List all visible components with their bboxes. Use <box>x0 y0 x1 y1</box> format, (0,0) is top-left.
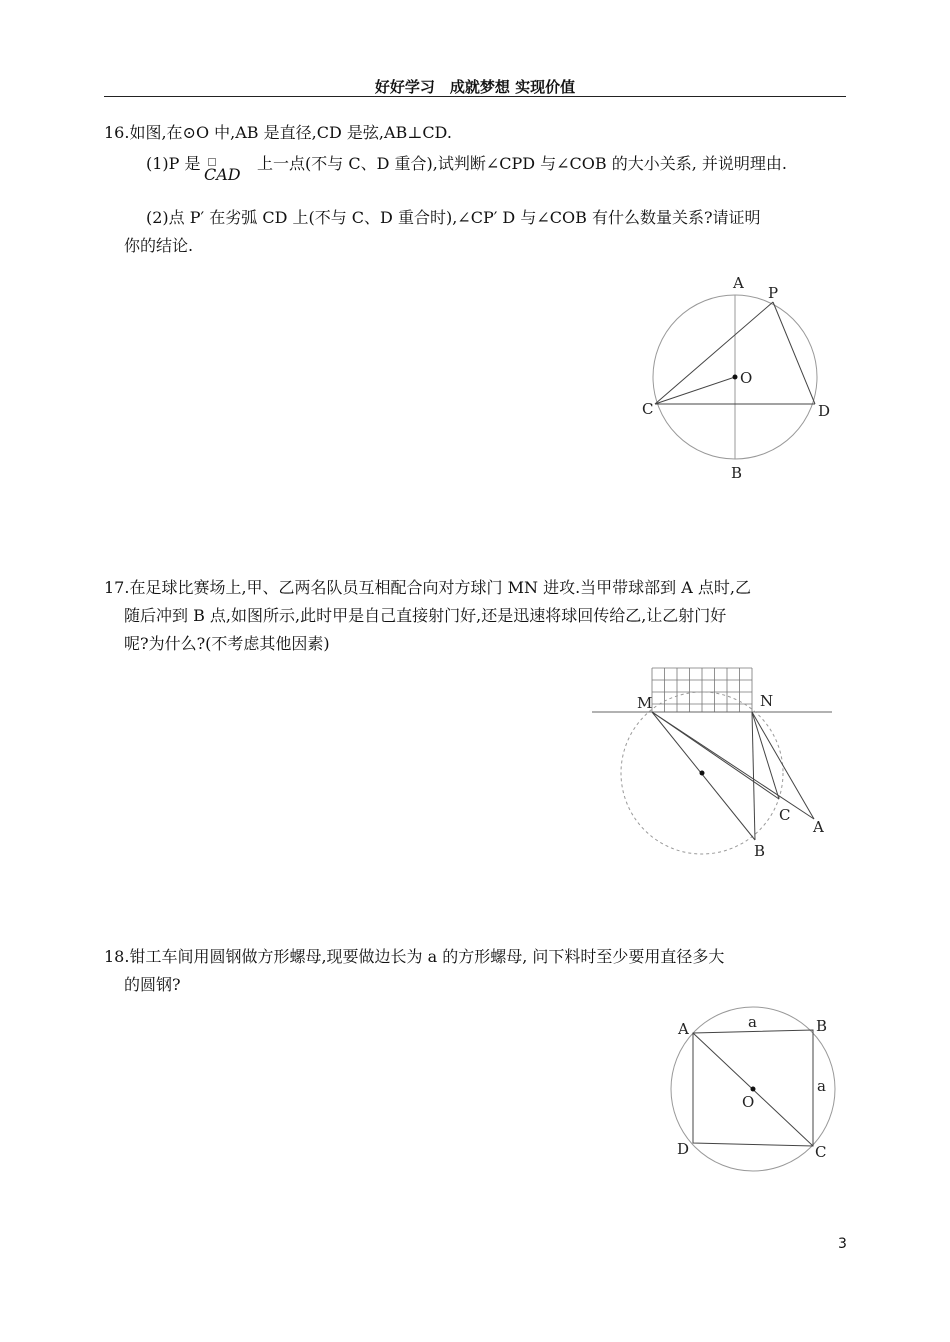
q16-label-d: D <box>818 402 831 420</box>
q16-center-dot <box>733 375 738 380</box>
q16-segment-co <box>655 377 735 404</box>
q16-part1-prefix: (1)P 是 <box>146 154 201 173</box>
q18-label-c: C <box>815 1143 827 1161</box>
q16-stem: 16.如图,在⊙O 中,AB 是直径,CD 是弦,AB⊥CD. <box>104 123 452 142</box>
q17-center-dot <box>700 771 705 776</box>
q16-part2-line1: (2)点 P′ 在劣弧 CD 上(不与 C、D 重合时),∠CP′ D 与∠COB 有什么数量关系?请证明 <box>146 208 761 227</box>
header-rule <box>104 96 846 97</box>
q16-figure <box>630 268 850 488</box>
q17-label-b: B <box>754 842 766 860</box>
q17-label-m: M <box>637 694 653 712</box>
q17-goal-net <box>652 668 752 712</box>
q17-line3: 呢?为什么?(不考虑其他因素) <box>124 634 330 653</box>
q17-segment-nb <box>752 712 755 840</box>
q16-segment-pd <box>773 302 815 404</box>
page-header: 好好学习 成就梦想 实现价值 <box>374 78 576 96</box>
q16-part2-line2: 你的结论. <box>124 236 194 255</box>
q17-segment-na <box>752 712 814 819</box>
q17-figure <box>590 662 840 867</box>
q17-label-c: C <box>779 806 791 824</box>
q18-label-d: D <box>677 1140 690 1158</box>
q16-arc-label: CAD <box>204 165 241 184</box>
page-number: 3 <box>838 1236 847 1252</box>
q17-line2: 随后冲到 B 点,如图所示,此时甲是自己直接射门好,还是迅速将球回传给乙,让乙射门好 <box>124 606 727 625</box>
q16-label-a: A <box>733 274 744 292</box>
q18-label-top-a: a <box>748 1013 757 1031</box>
q17-line1: 17.在足球比赛场上,甲、乙两名队员互相配合向对方球门 MN 进攻.当甲带球部到 A 点时,乙 <box>104 578 751 597</box>
q18-label-a: A <box>678 1020 689 1038</box>
q16-label-p: P <box>768 284 779 302</box>
q18-label-b: B <box>816 1017 828 1035</box>
q16-label-c: C <box>642 400 654 418</box>
q16-label-b: B <box>731 464 743 482</box>
q18-label-o: O <box>742 1093 755 1111</box>
q16-label-o: O <box>740 369 753 387</box>
q17-segment-nc <box>752 712 779 799</box>
q17-label-a: A <box>813 818 824 836</box>
q17-segment-mb <box>652 712 755 840</box>
q18-center-dot <box>751 1087 756 1092</box>
q16-segment-cp <box>655 302 773 404</box>
q17-label-n: N <box>760 692 774 710</box>
q18-line1: 18.钳工车间用圆钢做方形螺母,现要做边长为 a 的方形螺母, 问下料时至少要用直径多大 <box>104 947 725 966</box>
q18-figure <box>664 1005 844 1175</box>
q18-line2: 的圆钢? <box>124 975 181 994</box>
q16-part1-suffix: 上一点(不与 C、D 重合),试判断∠CPD 与∠COB 的大小关系, 并说明理由. <box>257 154 788 173</box>
q18-label-right-a: a <box>817 1077 826 1095</box>
